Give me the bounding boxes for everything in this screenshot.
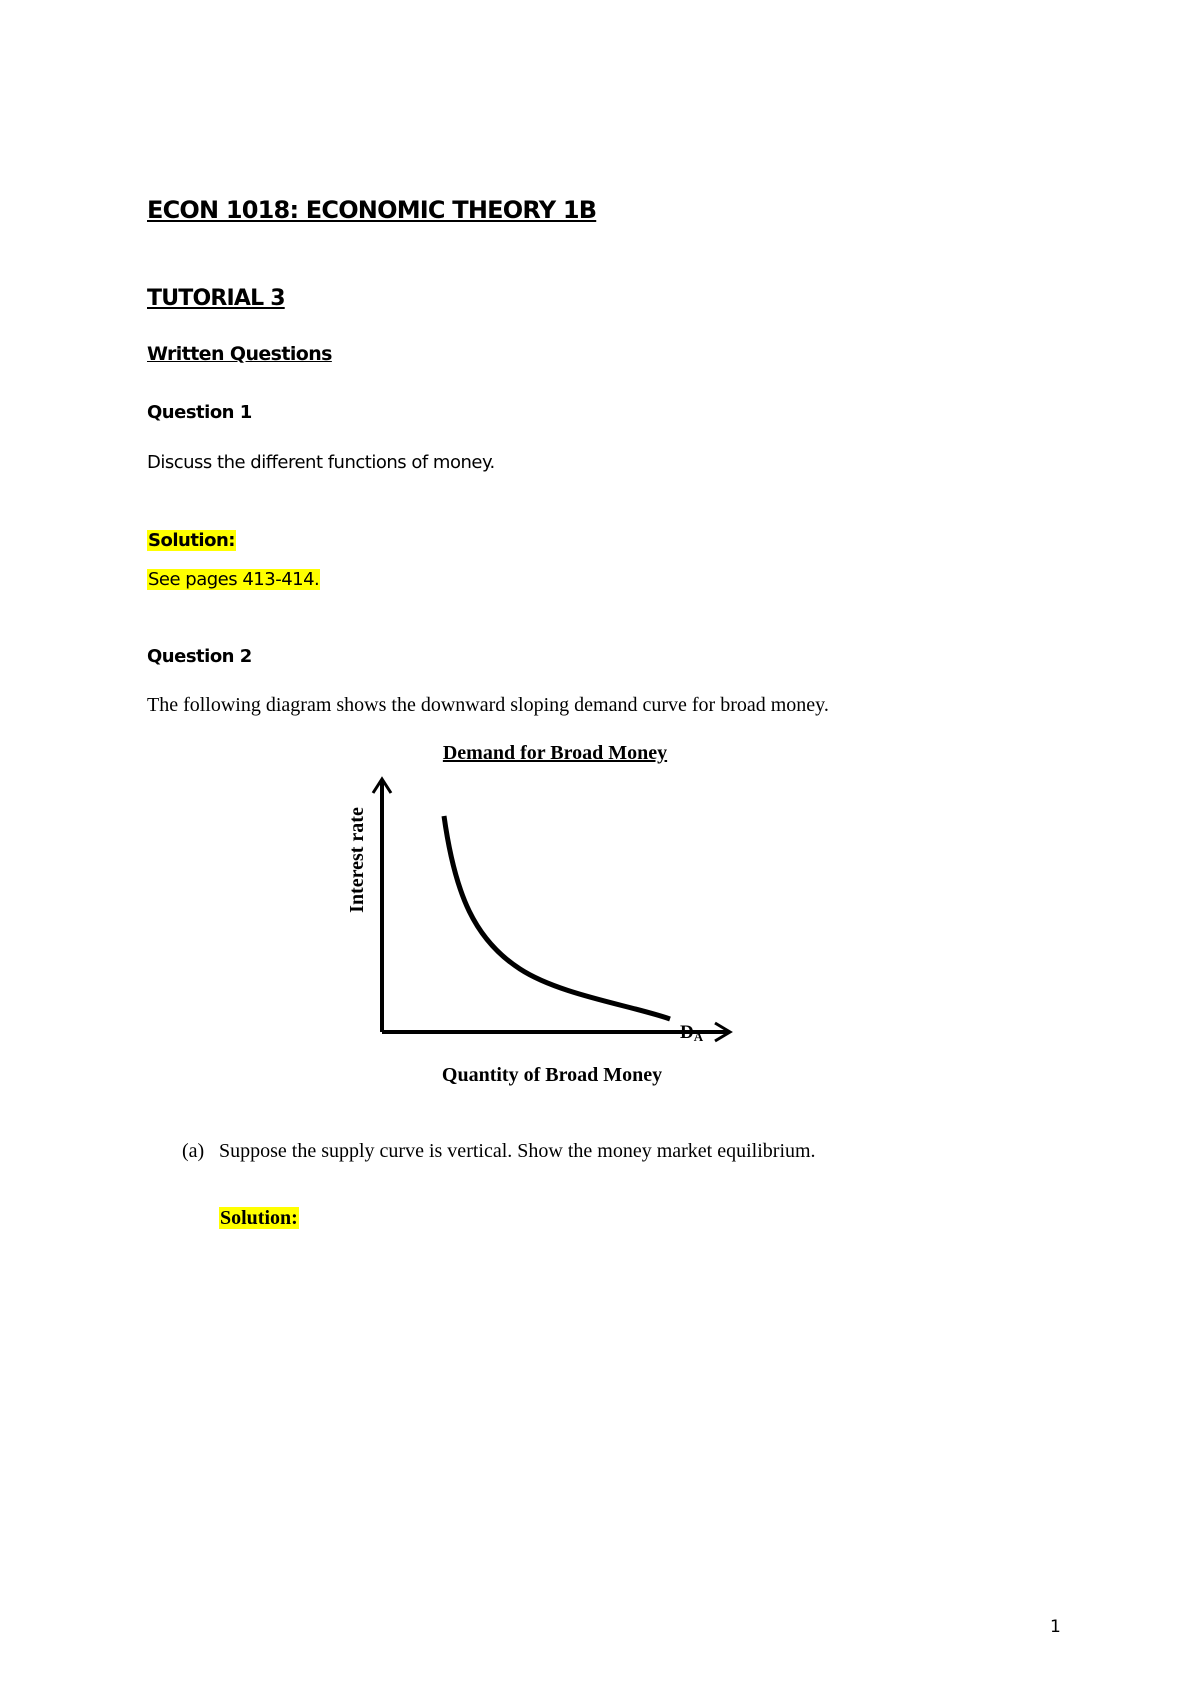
solution-1-label: Solution:: [148, 530, 235, 551]
question-1-text: Discuss the different functions of money.: [147, 452, 495, 473]
section-heading: Written Questions: [147, 343, 332, 365]
tutorial-heading: TUTORIAL 3: [147, 286, 285, 311]
demand-diagram: [330, 735, 750, 1105]
solution-1-text: See pages 413-414.: [148, 569, 320, 590]
question-2-heading: Question 2: [147, 646, 252, 667]
part-a-solution-label: Solution:: [220, 1207, 298, 1229]
curve-label: DA: [680, 1022, 704, 1044]
x-axis-label: Quantity of Broad Money: [441, 1064, 663, 1086]
demand-curve: [444, 816, 670, 1019]
diagram-title: Demand for Broad Money: [442, 742, 668, 764]
part-a-marker: (a): [182, 1140, 205, 1162]
question-1-heading: Question 1: [147, 402, 252, 423]
y-axis-label: Interest rate: [346, 807, 368, 913]
page-number: 1: [1050, 1617, 1061, 1637]
course-title: ECON 1018: ECONOMIC THEORY 1B: [147, 196, 597, 224]
part-a-text: Suppose the supply curve is vertical. Show the money market equilibrium.: [219, 1140, 816, 1162]
question-2-text: The following diagram shows the downward sloping demand curve for broad money.: [147, 694, 829, 716]
